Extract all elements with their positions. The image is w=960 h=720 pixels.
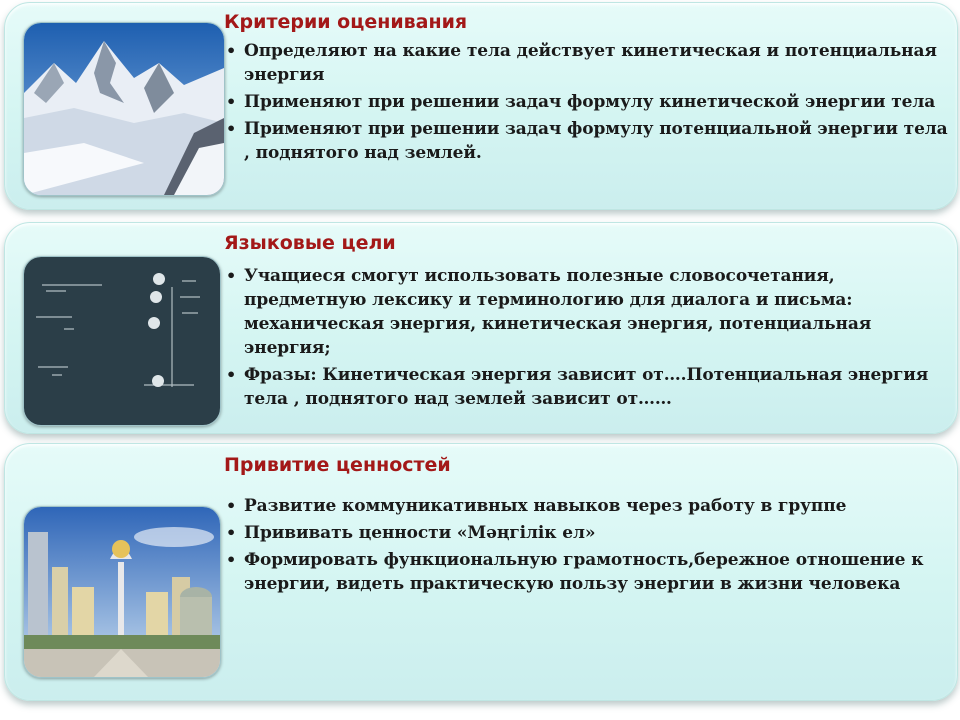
values-panel: [4, 443, 958, 701]
list-item: • Применяют при решении задач формулу кинетической энергии тела: [224, 90, 949, 114]
criteria-title: Критерии оценивания: [224, 11, 468, 33]
blackboard-image: [23, 256, 221, 426]
list-item: • Определяют на какие тела действует кинетическая и потенциальная энергия: [224, 39, 949, 87]
values-list: [224, 494, 949, 596]
list-item: • Развитие коммуникативных навыков через работу в группе: [224, 494, 949, 518]
city-tower-image: [23, 506, 221, 678]
list-item: • Прививать ценности «Мәңгілік ел»: [224, 521, 949, 545]
language-goals-title: Языковые цели: [224, 232, 396, 254]
values-title: Привитие ценностей: [224, 454, 451, 476]
criteria-list: [224, 39, 949, 165]
mountains-image: [23, 22, 225, 196]
list-item: • Учащиеся смогут использовать полезные словосочетания, предметную лексику и терминологию для диалога и письма: механическая энергия, кинетическая энергия, потенциальная энергия;: [224, 264, 949, 360]
language-goals-list: [224, 264, 949, 411]
list-item: • Применяют при решении задач формулу потенциальной энергии тела , поднятого над землей.: [224, 117, 949, 165]
criteria-panel: [4, 2, 958, 210]
list-item: • Фразы: Кинетическая энергия зависит от….Потенциальная энергия тела , поднятого над землей зависит от……: [224, 363, 949, 411]
language-goals-panel: [4, 222, 958, 434]
list-item: • Формировать функциональную грамотность,бережное отношение к энергии, видеть практическую пользу энергии в жизни человека: [224, 548, 949, 596]
